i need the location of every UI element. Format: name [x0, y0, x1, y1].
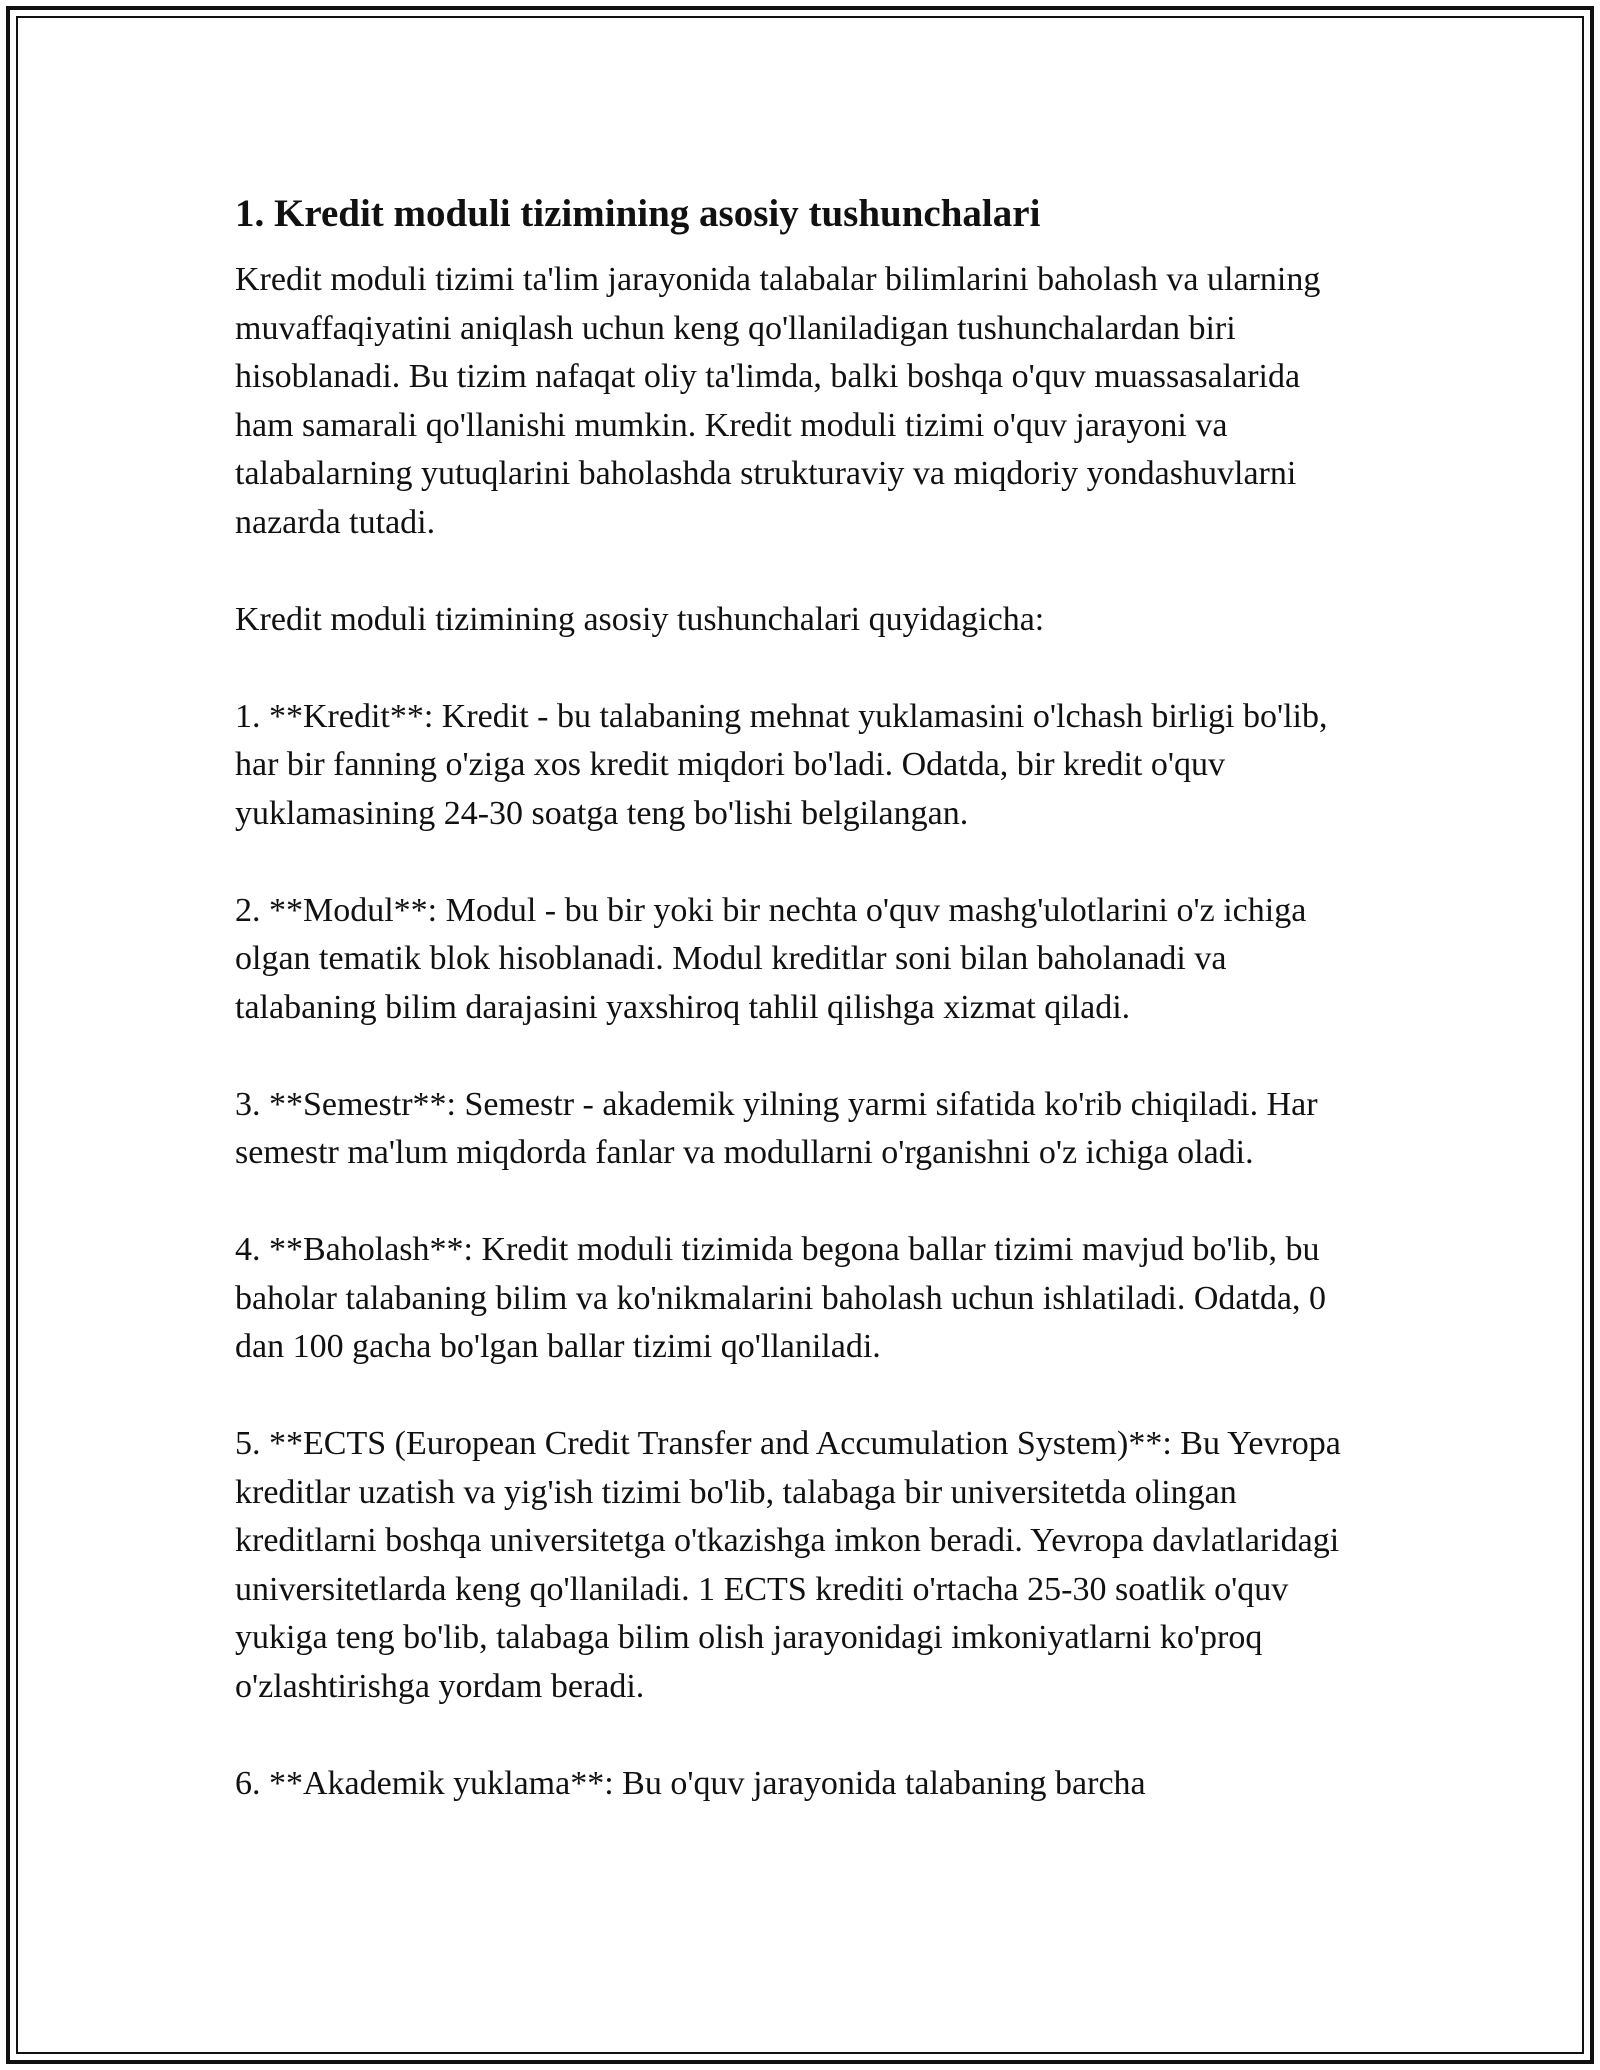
document-body [235, 188, 1365, 1857]
list-item-ects: 5. **ECTS (European Credit Transfer and Accumulation System)**: Bu Yevropa kreditlar uzatish va yig'ish tizimi bo'lib, talabaga bir universitetda olingan kreditlarni boshqa universitetga o'tkazishga imkon beradi. Yevropa davlatlaridagi universitetlarda keng qo'llaniladi. 1 ECTS krediti o'rtacha 25-30 soatlik o'quv yukiga teng bo'lib, talabaga bilim olish jarayonidagi imkoniyatlarni ko'proq o'zlashtirishga yordam beradi. [235, 1425, 1341, 1705]
list-item-modul: 2. **Modul**: Modul - bu bir yoki bir nechta o'quv mashg'ulotlarini o'z ichiga olgan tematik blok hisoblanadi. Modul kreditlar soni bilan baholanadi va talabaning bilim darajasini yaxshiroq tahlil qilishga xizmat qiladi. [235, 891, 1307, 1026]
list-item-semestr: 3. **Semestr**: Semestr - akademik yilning yarmi sifatida ko'rib chiqiladi. Har semestr ma'lum miqdorda fanlar va modullarni o'rganishni o'z ichiga oladi. [235, 1085, 1318, 1171]
list-item-baholash: 4. **Baholash**: Kredit moduli tizimida begona ballar tizimi mavjud bo'lib, bu baholar talabaning bilim va ko'nikmalarini baholash uchun ishlatiladi. Odatda, 0 dan 100 gacha bo'lgan ballar tizimi qo'llaniladi. [235, 1231, 1327, 1365]
document-title: 1. Kredit moduli tizimining asosiy tushunchalari [235, 192, 1041, 235]
paragraph-intro: Kredit moduli tizimi ta'lim jarayonida talabalar bilimlarini baholash va ularning muvaffaqiyatini aniqlash uchun keng qo'llaniladigan tushunchalardan biri hisoblanadi. Bu tizim nafaqat oliy ta'limda, balki boshqa o'quv muassasalarida ham samarali qo'llanishi mumkin. Kredit moduli tizimi o'quv jarayoni va talabalarning yutuqlarini baholashda strukturaviy va miqdoriy yondashuvlarni nazarda tutadi. [235, 261, 1321, 541]
list-item-akademik-yuklama: 6. **Akademik yuklama**: Bu o'quv jarayonida talabaning barcha [235, 1764, 1146, 1802]
list-item-kredit: 1. **Kredit**: Kredit - bu talabaning mehnat yuklamasini o'lchash birligi bo'lib, har bir fanning o'ziga xos kredit miqdori bo'ladi. Odatda, bir kredit o'quv yuklamasining 24-30 soatga teng bo'lishi belgilangan. [235, 697, 1328, 832]
paragraph-list-intro: Kredit moduli tizimining asosiy tushunchalari quyidagicha: [235, 600, 1045, 638]
